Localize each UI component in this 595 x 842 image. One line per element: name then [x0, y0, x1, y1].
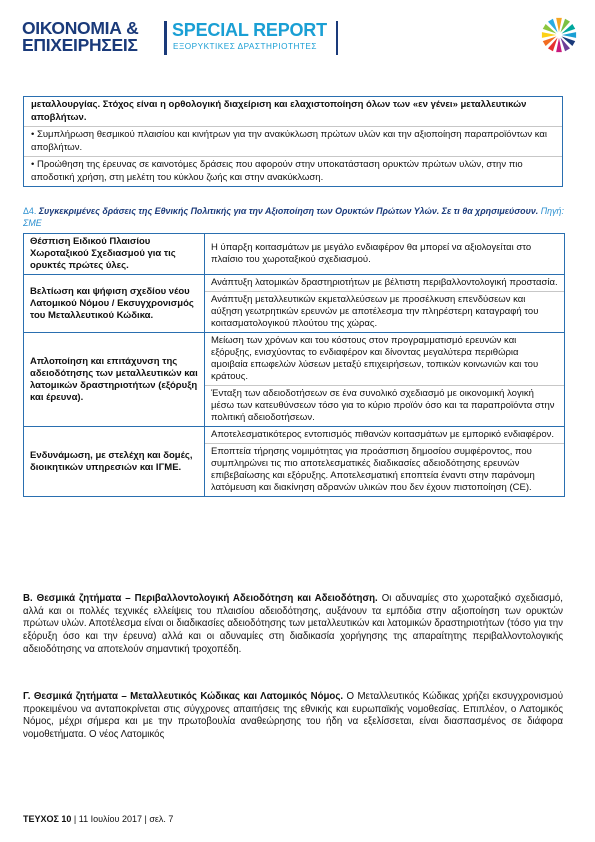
section-c-heading: Γ. Θεσμικά ζητήματα – Μεταλλευτικός Κώδικας και Λατομικός Νόμος.	[23, 691, 344, 702]
table-row	[24, 275, 565, 333]
measure-outcome: Αποτελεσματικότερος εντοπισμός πιθανών κοιτασμάτων με εμπορικό ενδιαφέρον.	[205, 427, 564, 444]
measures-table	[23, 233, 565, 497]
footer-separator: |	[71, 814, 79, 824]
measure-outcome: Ανάπτυξη λατομικών δραστηριοτήτων με βέλτιστη περιβαλλοντολογική προστασία.	[205, 275, 564, 292]
caption-number: Δ4.	[23, 206, 37, 216]
brand-line-1: ΟΙΚΟΝΟΜΙΑ &	[22, 18, 139, 38]
section-c-paragraph	[23, 691, 563, 742]
measure-outcome: Εποπτεία τήρησης νομιμότητας για προάσπιση δημοσίου συμφέροντος, που συμπληρώνει τις πιο αποτελεσματικές διαδικασίες αδειοδότησης ερευνών επιβεβαίωσης και εξόρυξης. Αποτελεσματική εποπτεία έναντι στην παράνομη λατόμευση και διακίνηση αδρανών υλικών που δεν έχουν πιστοποίηση (CE).	[211, 446, 535, 493]
footer-page-number: σελ. 7	[149, 814, 174, 824]
measure-description	[205, 234, 565, 275]
measure-outcome: Ανάπτυξη μεταλλευτικών εκμεταλλεύσεων με προσέλκυση επενδύσεων και αύξηση γεωτρητικών ερευνών με αποτέλεσμα την πληρέστερη καταγραφή του κοιτασματολογικού πλούτου της χώρας.	[211, 294, 539, 329]
table-row	[24, 234, 565, 275]
footer-date: 11 Ιουλίου 2017	[78, 814, 142, 824]
footer-issue: ΤΕΥΧΟΣ 10	[23, 814, 72, 824]
section-b-heading: Β. Θεσμικά ζητήματα – Περιβαλλοντολογική Αδειοδότηση και Αδειοδότηση.	[23, 593, 378, 604]
page-footer	[23, 814, 173, 824]
table-row	[24, 333, 565, 427]
caption-text: Συγκεκριμένες δράσεις της Εθνικής Πολιτικής για την Αξιοποίηση των Ορυκτών Πρώτων Υλών. Σε τι θα χρησιμεύσουν.	[38, 206, 539, 216]
section-b-text: Οι αδυναμίες στο χωροταξικό σχεδιασμό, αλλά και οι πολλές τεχνικές ελλείψεις του πλαισίου αδειοδότησης, αυξάνουν τα εμπόδια στην αξιοποίηση των ορυκτών πρώτων υλών. Αποτέλεσμα είναι οι διαδικασίες αδειοδότησης των μεταλλευτικών και λατομικών δραστηριοτήτων (τόσο για την εξόρυξη όσο και την έρευνα) αλλά και οι αδυναμίες στη διαδικασία χορήγησης της απαραίτητης περιβαλλοντολογικής αδειοδότησης να αποτελούν σημαντική τροχοπέδη.	[23, 593, 563, 655]
section-c-text: Ο Μεταλλευτικός Κώδικας χρήζει εκσυγχρονισμού προκειμένου να ανταποκρίνεται στις σύγχρονες απαιτήσεις της εθνικής και ευρωπαϊκής νομοθεσίας. Επιπλέον, ο Λατομικός Νόμος, μέχρι σήμερα και με την πρωτοβουλία αναθεώρησης του ήδη να εξελίσσεται, είναι διασπασμένος σε διάφορα νομοθετήματα. Ο νέος Λατομικός	[23, 691, 563, 741]
starburst-logo-icon	[540, 16, 578, 54]
measure-label: Ενδυνάμωση, με στελέχη και δομές, διοικητικών υπηρεσιών και ΙΓΜΕ.	[24, 427, 205, 497]
list-item: • Συμπλήρωση θεσμικού πλαισίου και κινήτρων για την ανακύκλωση πρώτων υλών και την αξιοποίηση παραπροϊόντων και αποβλήτων.	[24, 127, 562, 157]
measure-outcome: Μείωση των χρόνων και του κόστους στον προγραμματισμό ερευνών και εξόρυξης, ενισχύοντας το ενδιαφέρον και δίνοντας μεγαλύτερα περιθώρια αμοιβαία επωφελών λύσεων μεταξύ επιχειρήσεων, τοπικών κοινωνιών και του κράτους.	[205, 333, 564, 386]
measure-description	[205, 333, 565, 427]
list-item: • Προώθηση της έρευνας σε καινοτόμες δράσεις που αφορούν στην υποκατάσταση ορυκτών πρώτων υλών, στην πιο αποδοτική χρήση, στη μελέτη του κύκλου ζωής και στην ανακύκλωση.	[31, 159, 523, 183]
measure-outcome: Ένταξη των αδειοδοτήσεων σε ένα συνολικό σχεδιασμό με οικονομική λογική μέσω των κατευθύνσεων τόσο για το κύριο προϊόν όσο και τα παραπροϊόντα στην πολιτική αδειοδοτήσεων.	[211, 388, 555, 423]
measure-outcome: Η ύπαρξη κοιτασμάτων με μεγάλο ενδιαφέρον θα μπορεί να αξιολογείται στο πλαίσιο του χωροταξικού σχεδιασμού.	[211, 242, 532, 265]
special-report-subtitle: ΕΞΟΡΥΚΤΙΚΕΣ ΔΡΑΣΤΗΡΙΟΤΗΤΕΣ	[173, 42, 317, 51]
header-divider-right	[336, 21, 338, 55]
measure-label: Θέσπιση Ειδικού Πλαισίου Χωροταξικού Σχεδιασμού για τις ορυκτές πρώτες ύλες.	[24, 234, 205, 275]
table-row	[24, 427, 565, 497]
measure-label: Βελτίωση και ψήφιση σχεδίου νέου Λατομικού Νόμου / Εκσυγχρονισμός του Μεταλλευτικού Κώδικα.	[24, 275, 205, 333]
special-report-title: SPECIAL REPORT	[172, 20, 327, 40]
header-divider	[164, 21, 167, 55]
measure-description	[205, 427, 565, 497]
measure-label: Απλοποίηση και επιτάχυνση της αδειοδότησης των μεταλλευτικών και λατομικών δραστηριοτήτων (εξόρυξη και έρευνα).	[24, 333, 205, 427]
list-item: μεταλλουργίας. Στόχος είναι η ορθολογική διαχείριση και ελαχιστοποίηση όλων των «εν γένει» μεταλλευτικών αποβλήτων.	[24, 97, 562, 127]
footer-separator: |	[142, 814, 150, 824]
section-b-paragraph	[23, 593, 563, 657]
policy-list-continuation	[23, 96, 563, 187]
brand-logo-text	[22, 20, 162, 54]
table-caption	[23, 205, 568, 229]
caption-source: Πηγή: ΣΜΕ	[23, 206, 564, 228]
brand-line-2: ΕΠΙΧΕΙΡΗΣΕΙΣ	[22, 35, 138, 55]
measure-description	[205, 275, 565, 333]
